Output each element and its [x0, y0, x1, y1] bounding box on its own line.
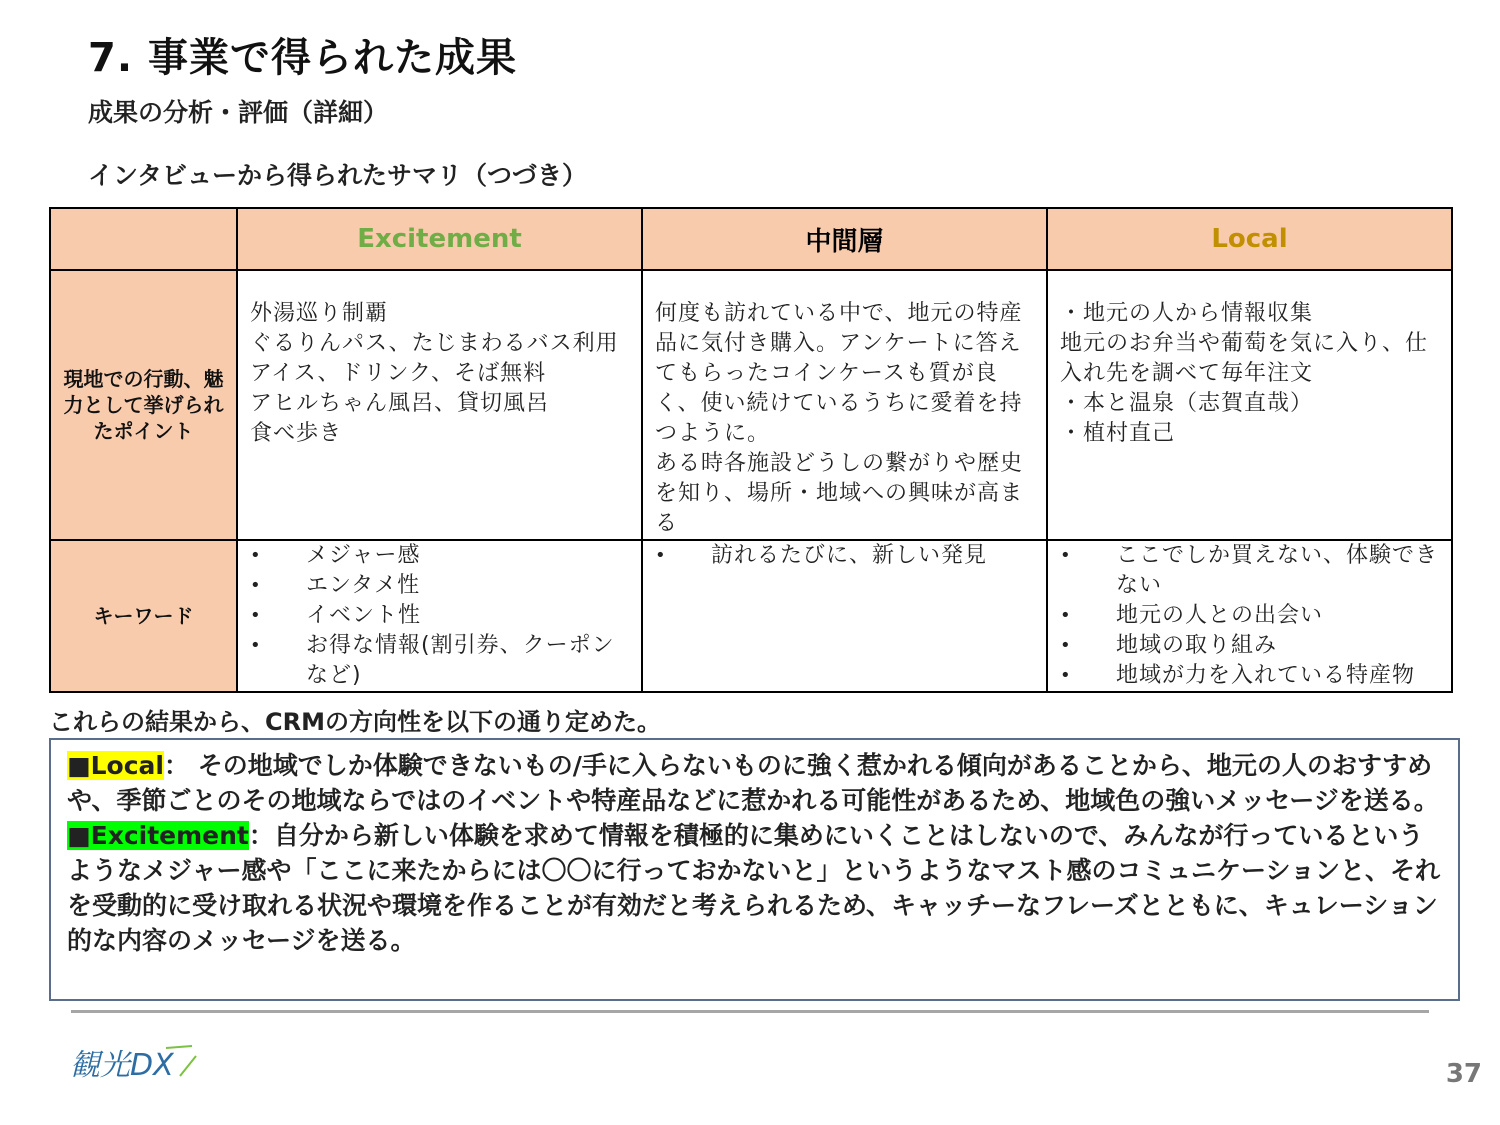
- list-item: ・地元の人から情報収集: [1060, 301, 1314, 326]
- list-item: ・本と温泉（志賀直哉）: [1060, 391, 1314, 416]
- table-header-row: [50, 208, 1452, 270]
- list-item: • 地域の取り組み: [1048, 631, 1443, 661]
- list-item: • 訪れるたびに、新しい発見: [643, 541, 1038, 571]
- cell-middle-keywords: [642, 540, 1047, 692]
- row-header-points: 現地での行動、魅力として挙げられたポイント: [50, 270, 237, 540]
- table-row: [50, 270, 1452, 540]
- local-tag: ■Local: [67, 751, 164, 780]
- strategy-box: [49, 738, 1460, 1001]
- list-item: • 地元の人との出会い: [1048, 601, 1443, 631]
- column-header-excitement: Excitement: [237, 208, 642, 270]
- list-item: • エンタメ性: [238, 571, 633, 601]
- list-item: アイス、ドリンク、そば無料: [250, 361, 547, 386]
- local-text: ： その地域でしか体験できないもの/手に入らないものに強く惹かれる傾向があることから、地元の人のおすすめや、季節ごとのその地域ならではのイベントや特産品などに惹かれる可能性があるため、地域色の強いメッセージを送る。: [67, 751, 1439, 815]
- cell-excitement-points: [237, 270, 642, 540]
- cell-local-points: [1047, 270, 1452, 540]
- cell-middle-points: [642, 270, 1047, 540]
- corner-cell: [50, 208, 237, 270]
- section-heading: インタビューから得られたサマリ（つづき）: [88, 161, 588, 190]
- list-item: ぐるりんパス、たじまわるバス利用: [250, 331, 619, 356]
- column-header-middle: 中間層: [642, 208, 1047, 270]
- excitement-strategy: [67, 818, 1444, 958]
- list-item: 何度も訪れている中で、地元の特産品に気付き購入。アンケートに答えてもらったコインケースも質が良く、使い続けているうちに愛着を持つように。: [655, 301, 1023, 446]
- column-header-local: Local: [1047, 208, 1452, 270]
- list-item: 食べ歩き: [250, 421, 343, 446]
- list-item: • お得な情報(割引券、クーポンなど): [238, 631, 633, 691]
- logo-text: 観光DX: [70, 1048, 174, 1083]
- list-item: ある時各施設どうしの繋がりや歴史を知り、場所・地域への興味が高まる: [655, 451, 1024, 536]
- list-item: 地元のお弁当や葡萄を気に入り、仕入れ先を調べて毎年注文: [1060, 331, 1429, 386]
- list-item: • ここでしか買えない、体験できない: [1048, 541, 1443, 601]
- cell-local-keywords: [1047, 540, 1452, 692]
- footer-divider: [71, 1010, 1429, 1013]
- cell-excitement-keywords: [237, 540, 642, 692]
- list-item: 外湯巡り制覇: [250, 301, 389, 326]
- list-item: • メジャー感: [238, 541, 633, 571]
- page-title: 7. 事業で得られた成果: [88, 35, 517, 81]
- list-item: • イベント性: [238, 601, 633, 631]
- conclusion-text: これらの結果から、CRMの方向性を以下の通り定めた。: [49, 708, 661, 736]
- excitement-text: ：自分から新しい体験を求めて情報を積極的に集めにいくことはしないので、みんなが行っているというようなメジャー感や「ここに来たからには〇〇に行っておかないと」というようなマスト感のコミュニケーションと、それを受動的に受け取れる状況や環境を作ることが有効だと考えられるため、キャッチーなフレーズとともに、キュレーション的な内容のメッセージを送る。: [67, 821, 1441, 955]
- kanko-dx-logo: [70, 1042, 200, 1084]
- row-header-keywords: キーワード: [50, 540, 237, 692]
- table-row: [50, 540, 1452, 692]
- excitement-tag: ■Excitement: [67, 821, 249, 850]
- local-strategy: [67, 748, 1444, 818]
- list-item: ・植村直己: [1060, 421, 1176, 446]
- list-item: • 地域が力を入れている特産物: [1048, 661, 1443, 691]
- summary-table: [49, 207, 1453, 693]
- page-subtitle: 成果の分析・評価（詳細）: [88, 98, 389, 127]
- list-item: アヒルちゃん風呂、貸切風呂: [250, 391, 550, 416]
- page-number: 37: [1445, 1059, 1482, 1089]
